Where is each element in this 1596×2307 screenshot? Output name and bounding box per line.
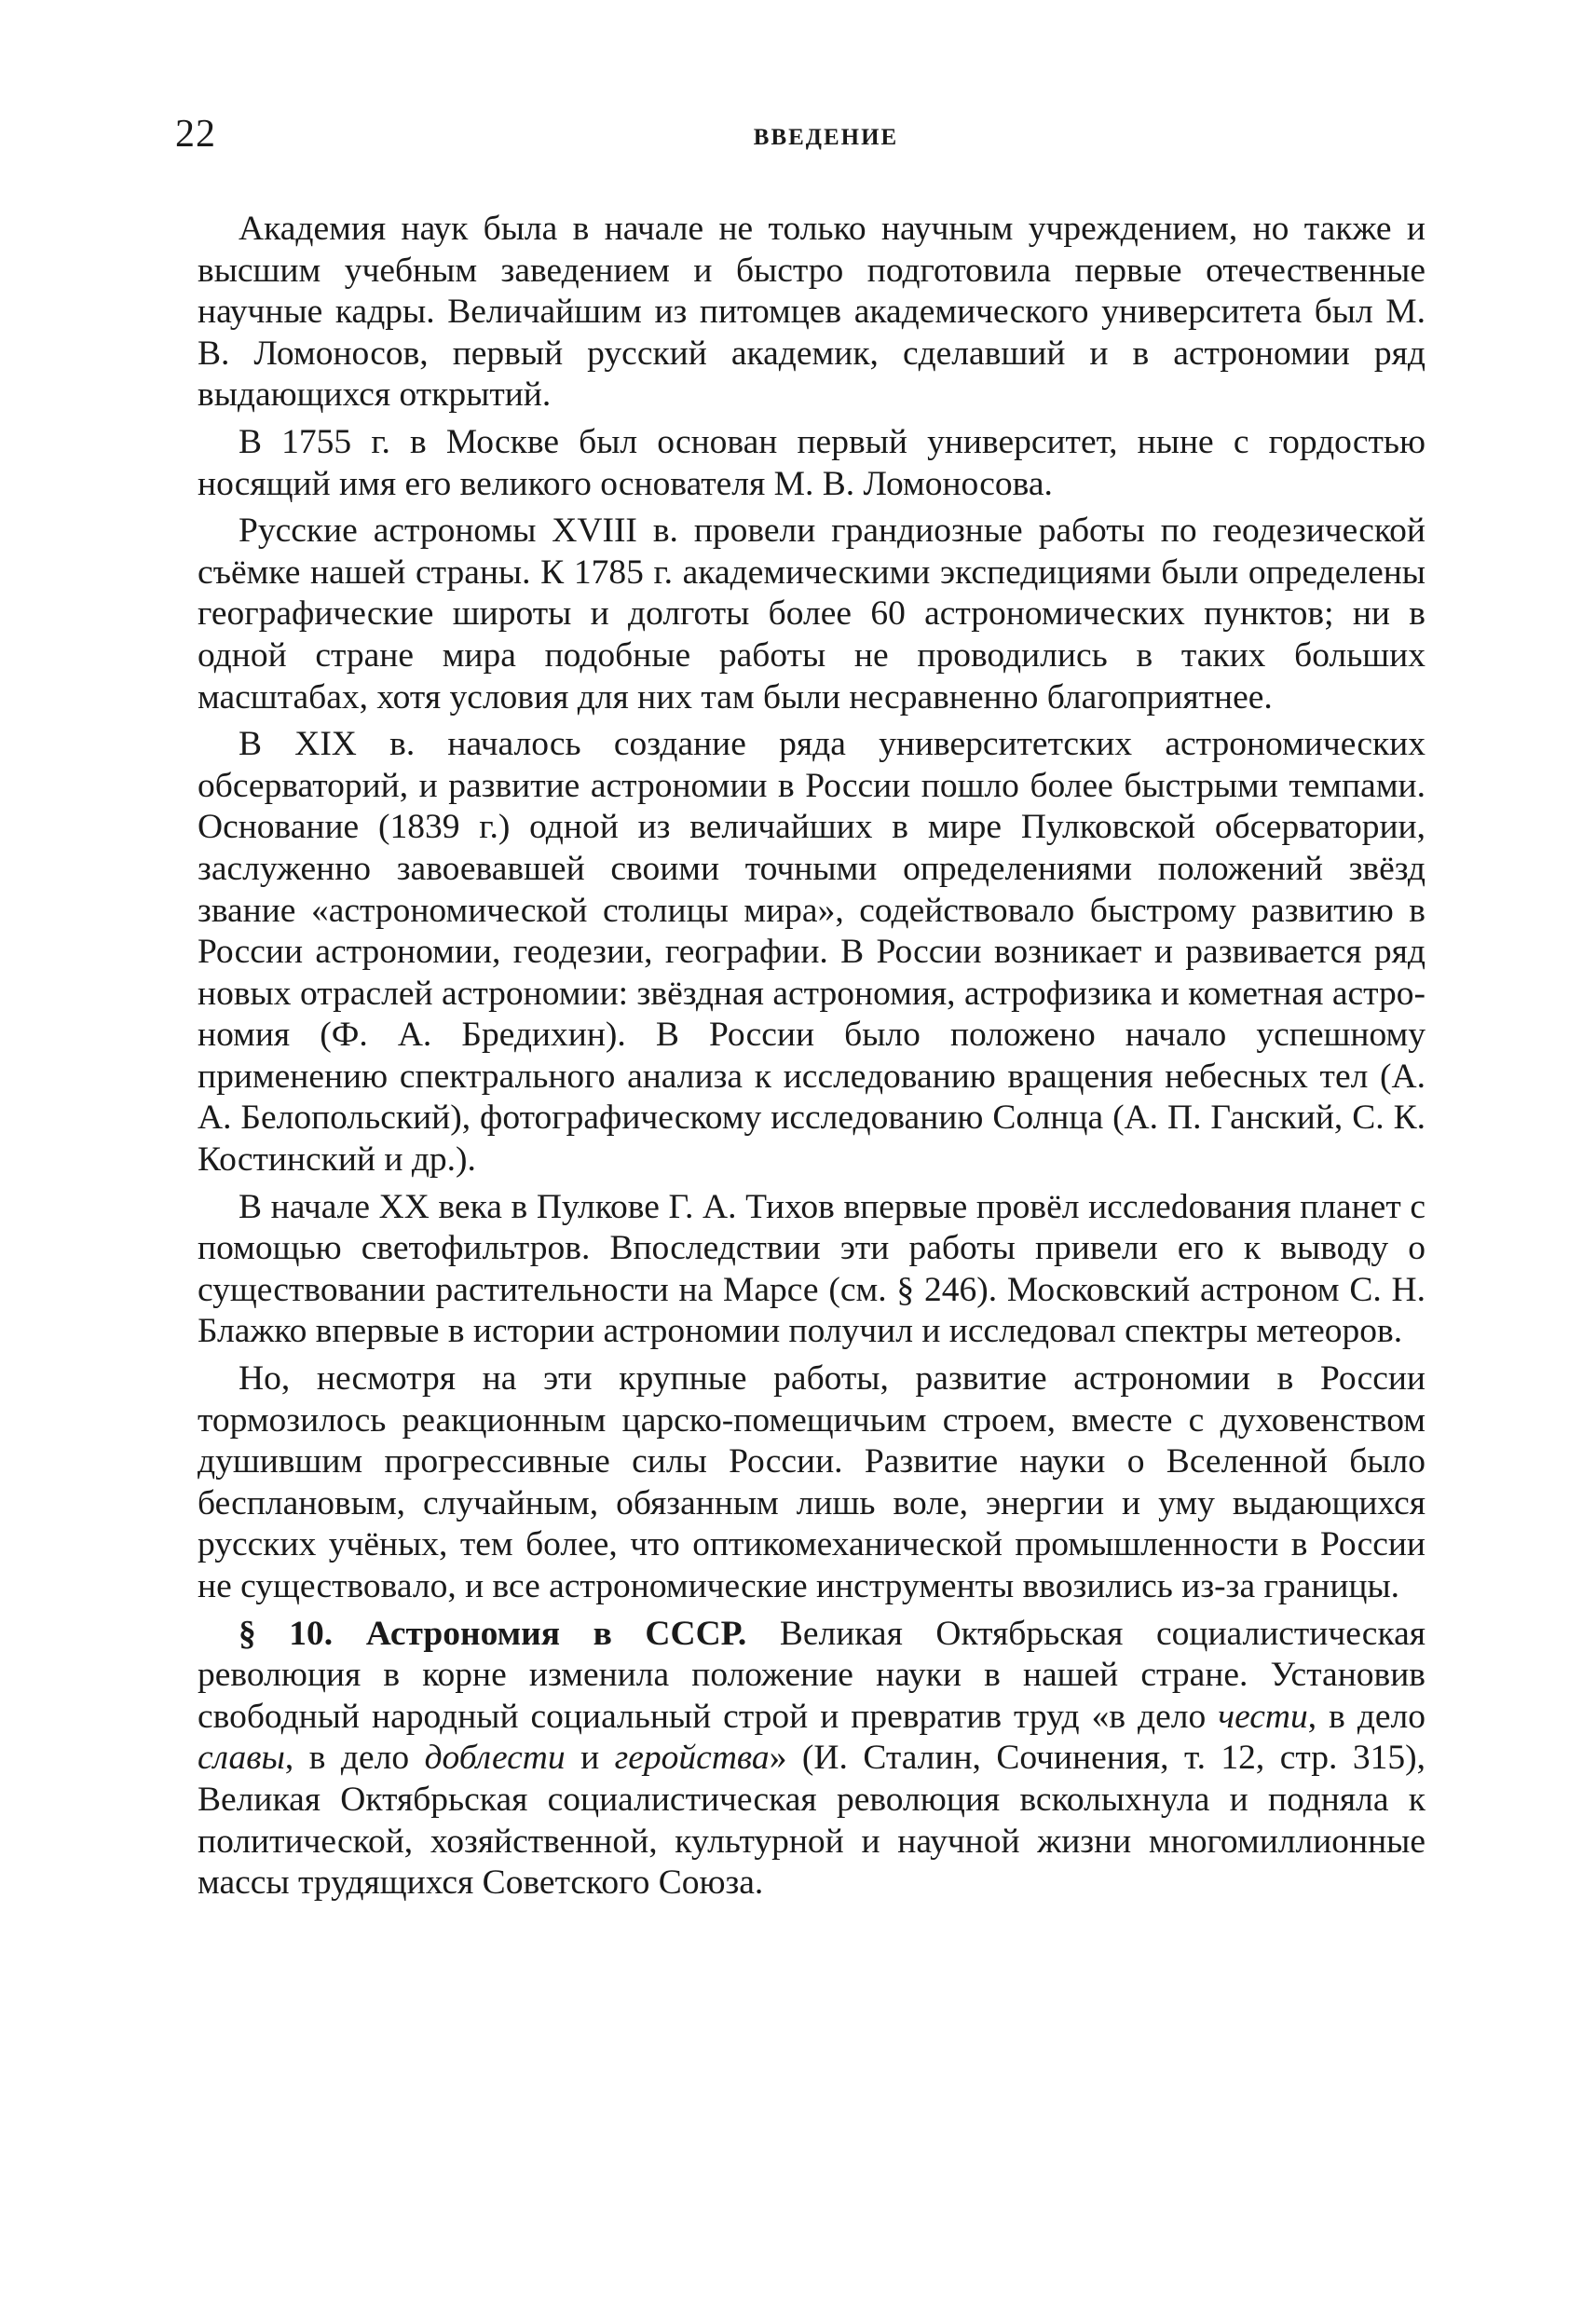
paragraph: В начале XX века в Пулкове Г. А. Тихов впервые провёл исслеdования планет с помощью светофильтров. Впоследствии эти работы привели его к выводу о существовании растительности на Марсе (см. § 246). Московский астроном С. Н. Блажко впервые в истории астрономии получил и исследовал спектры метеоров. bbox=[198, 1187, 1425, 1351]
page-number: 22 bbox=[175, 113, 216, 156]
quote-word: славы bbox=[198, 1739, 285, 1778]
paragraph: В XIX в. началось создание ряда университетских астрономических обсерваторий, и развитие астрономии в России пошло более быстрыми темпами. Основание (1839 г.) одной из величайших в мире Пулковской обсерватории, заслуженно завоевавшей своими точными определениями положений звёзд звание «астрономической столицы мира», содействовало быстрому развитию в России астрономии, геодезии, географии. В России возникает и развивается ряд новых отраслей астрономии: звёздная астрономия, астрофизика и кометная астрономия (Ф. А. Бредихин). В России было положено начало успешному применению спектрального анализа к исследованию вращения небесных тел (А. А. Белопольский), фотографическому исследованию Солнца (А. П. Ганский, С. К. Костинский и др.). bbox=[198, 725, 1425, 1180]
body-text bbox=[198, 209, 1425, 1910]
quote-separator: , в дело bbox=[1307, 1697, 1426, 1736]
section-text: » (И. Сталин, Сочинения, т. 12, стр. 315), Великая Октябрьская социалистическая революция всколыхнула и подняла к политической, хозяйственной, культурной и научной жизни многомиллионные массы трудящихся Советского Союза. bbox=[198, 1739, 1425, 1903]
paragraph: Русские астрономы XVIII в. провели грандиозные работы по геодезической съёмке нашей страны. К 1785 г. академическими экспедициями были определены географические широты и долготы более 60 астрономических пунктов; ни в одной стране мира подобные работы не проводились в таких больших масштабах, хотя условия для них там были несравненно благоприятнее. bbox=[198, 512, 1425, 717]
quote-word: чести bbox=[1218, 1697, 1308, 1736]
paragraph: Академия наук была в начале не только научным учреждением, но также и высшим учебным заведением и быстро подготовила первые отечественные научные кадры. Величайшим из питомцев академического университета был М. В. Ломоносов, первый русский академик, сделавший и в астрономии ряд выдающихся открытий. bbox=[198, 210, 1425, 415]
section-heading: § 10. Астрономия в СССР. bbox=[239, 1614, 747, 1653]
section-10-paragraph bbox=[198, 1614, 1425, 1904]
quote-separator: и bbox=[565, 1739, 615, 1778]
quote-word: геройства bbox=[614, 1739, 770, 1778]
running-title: ВВЕДЕНИЕ bbox=[753, 125, 899, 150]
paragraph: Но, несмотря на эти крупные работы, развитие астрономии в России тормозилось реакционным царско-помещичьим строем, вместе с духовенством душившим прогрессивные силы России. Развитие науки о Вселенной было бесплановым, случайным, обязанным лишь воле, энергии и уму выдающихся русских учёных, тем более, что оптикомеханической промышленности в России не существовало, и все астрономические инструменты ввозились из-за границы. bbox=[198, 1359, 1425, 1605]
quote-word: доблести bbox=[424, 1739, 566, 1778]
section-text: Великая Октябрьская социалистическая революция в корне изменила положение науки в нашей стране. Установив свободный народный социальный строй и превратив труд «в дело bbox=[198, 1614, 1425, 1736]
quote-separator: , в дело bbox=[284, 1739, 425, 1778]
paragraph: В 1755 г. в Москве был основан первый университет, ныне с гордостью носящий имя его великого основателя М. В. Ломоносова. bbox=[198, 422, 1425, 503]
